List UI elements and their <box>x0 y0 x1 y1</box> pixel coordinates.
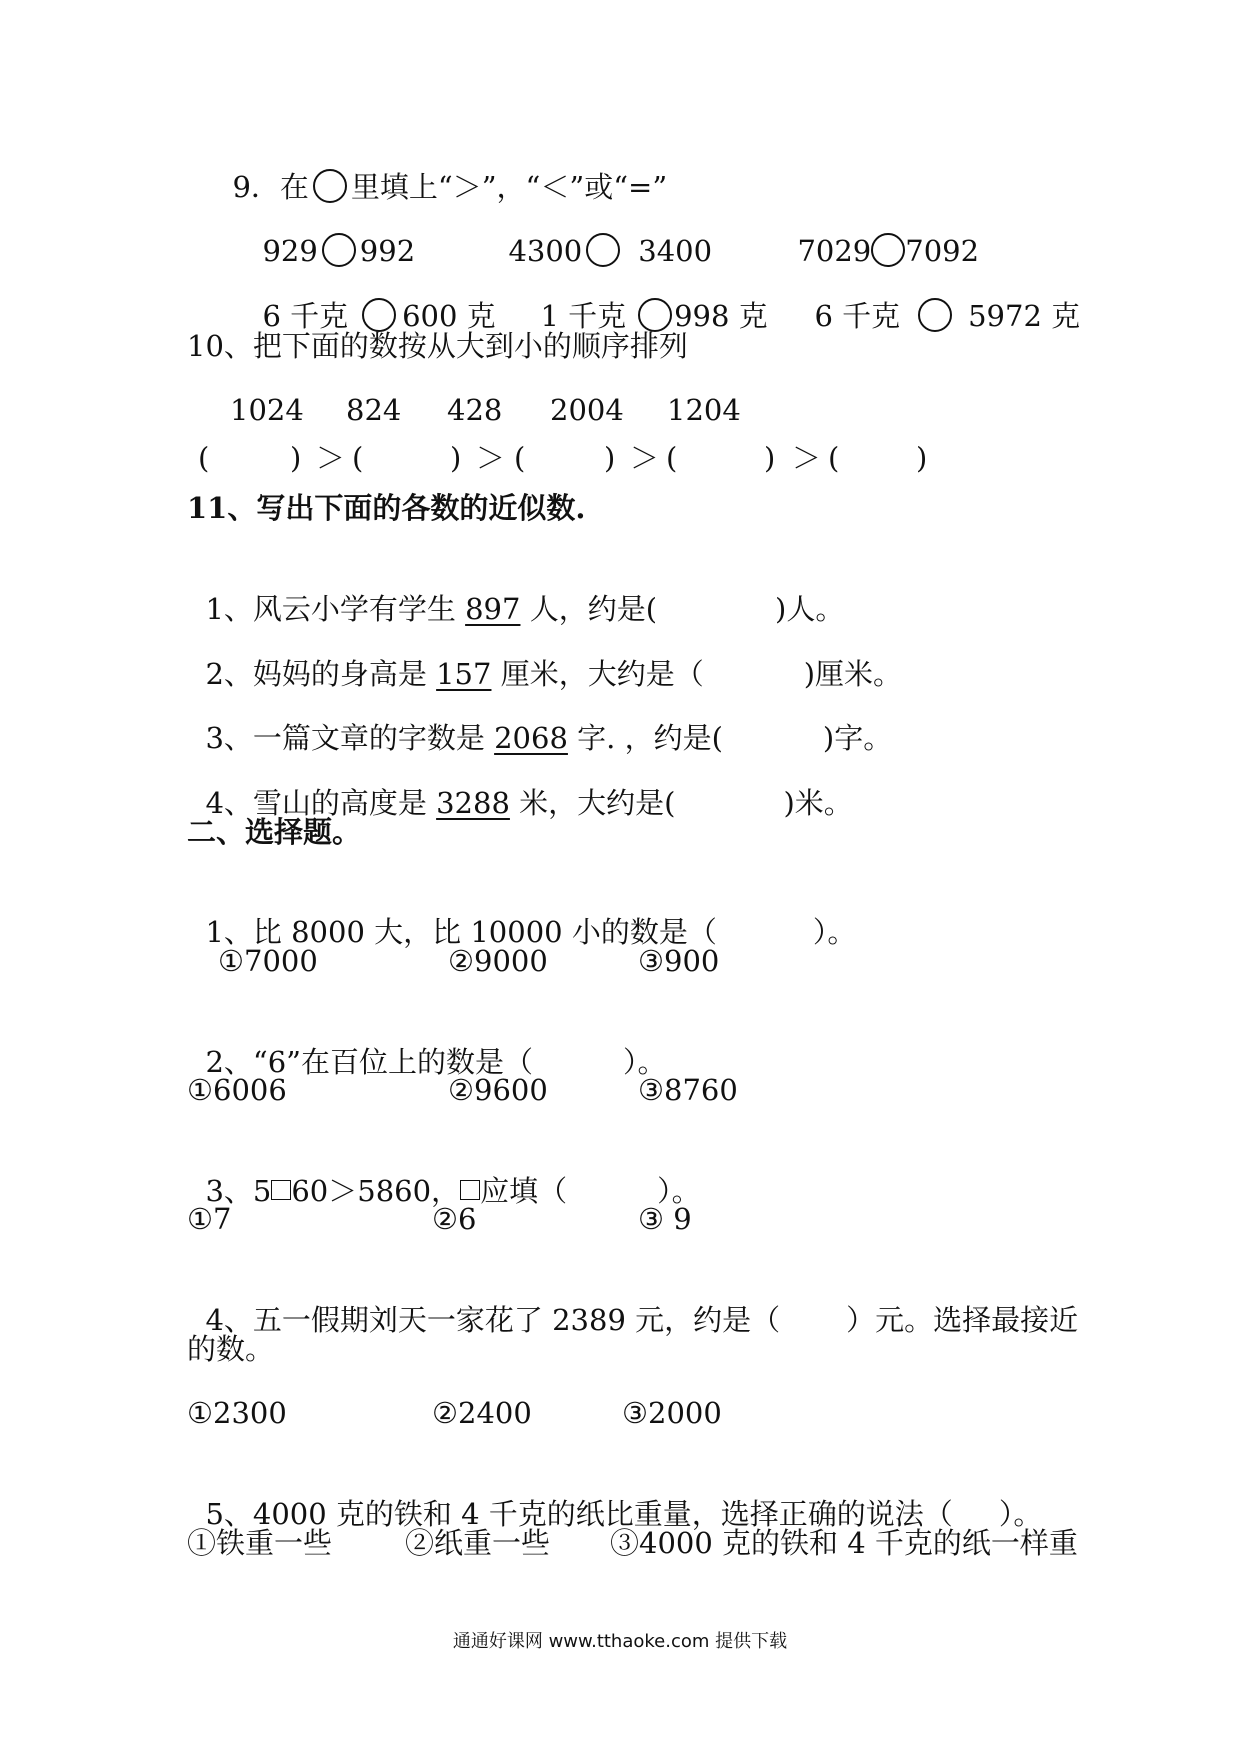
square-box <box>271 1180 291 1200</box>
s2-q5-option[interactable]: ①铁重一些 <box>187 1526 333 1560</box>
q10-title: 10、把下面的数按从大到小的顺序排列 <box>187 329 688 363</box>
s2-q2-option[interactable]: ①6006 <box>187 1073 287 1107</box>
compare-circle[interactable] <box>362 298 396 332</box>
q9-row2-item1: 6 千克 600 克 <box>262 299 496 333</box>
q9-row2-item2: 1 千克 998 克 <box>540 299 768 333</box>
q9-row1-item3: 7029 7092 <box>797 234 980 268</box>
q10-number: 1024 <box>230 393 304 427</box>
footer-credit: 通通好课网 www.tthaoke.com 提供下载 <box>452 1631 788 1652</box>
compare-circle[interactable] <box>638 298 672 332</box>
s2-q5-option[interactable]: ③4000 克的铁和 4 千克的纸一样重 <box>610 1526 1078 1560</box>
s2-q2-option[interactable]: ③8760 <box>638 1073 738 1107</box>
q9-row1-item1: 929 992 <box>262 234 416 268</box>
s2-q2-option[interactable]: ②9600 <box>448 1073 548 1107</box>
q10-number: 824 <box>346 393 402 427</box>
s2-q5-option[interactable]: ②纸重一些 <box>405 1526 551 1560</box>
square-box <box>460 1180 480 1200</box>
q11-title: 11、写出下面的各数的近似数. <box>187 491 586 525</box>
q9-row2-item3: 6 千克 5972 克 <box>814 299 1081 333</box>
s2-q5: 5、4000 克的铁和 4 千克的纸比重量，选择正确的说法（ ）。 <box>205 1497 1043 1531</box>
s2-q1-option[interactable]: ③900 <box>638 944 720 978</box>
q9-row1-item2: 4300 3400 <box>508 234 713 268</box>
s2-q1-option[interactable]: ①7000 <box>218 944 318 978</box>
s2-q3-option[interactable]: ②6 <box>432 1202 477 1236</box>
s2-q1-option[interactable]: ②9000 <box>448 944 548 978</box>
s2-q4-option[interactable]: ①2300 <box>187 1396 287 1430</box>
s2-q4-line2: 的数。 <box>187 1332 275 1366</box>
compare-circle[interactable] <box>918 298 952 332</box>
q10-number: 2004 <box>550 393 624 427</box>
q10-number: 428 <box>447 393 503 427</box>
q11-item-3: 3、一篇文章的字数是 2068 字. ，约是( )字。 <box>205 721 893 755</box>
s2-q3-option[interactable]: ③ 9 <box>638 1202 692 1236</box>
q11-item-2: 2、妈妈的身高是 157 厘米，大约是（ )厘米。 <box>205 657 903 691</box>
s2-q4-option[interactable]: ②2400 <box>432 1396 532 1430</box>
s2-q3: 3、5 60＞5860， 应填（ ）。 <box>205 1174 701 1208</box>
s2-q2: 2、“6”在百位上的数是（ ）。 <box>205 1045 667 1079</box>
q10-number: 1204 <box>667 393 741 427</box>
s2-q4: 4、五一假期刘天一家花了 2389 元，约是（ ）元。选择最接近 <box>205 1303 1079 1337</box>
q11-item-1: 1、风云小学有学生 897 人，约是( )人。 <box>205 592 845 626</box>
section2-title: 二、选择题。 <box>187 815 362 849</box>
s2-q3-option[interactable]: ①7 <box>187 1202 232 1236</box>
s2-q1: 1、比 8000 大，比 10000 小的数是（ ）。 <box>205 915 857 949</box>
q9-title: 9．在 里填上“＞”，“＜”或“=” <box>232 170 668 204</box>
q11-item-4: 4、雪山的高度是 3288 米，大约是( )米。 <box>205 786 853 820</box>
s2-q4-option[interactable]: ③2000 <box>622 1396 722 1430</box>
